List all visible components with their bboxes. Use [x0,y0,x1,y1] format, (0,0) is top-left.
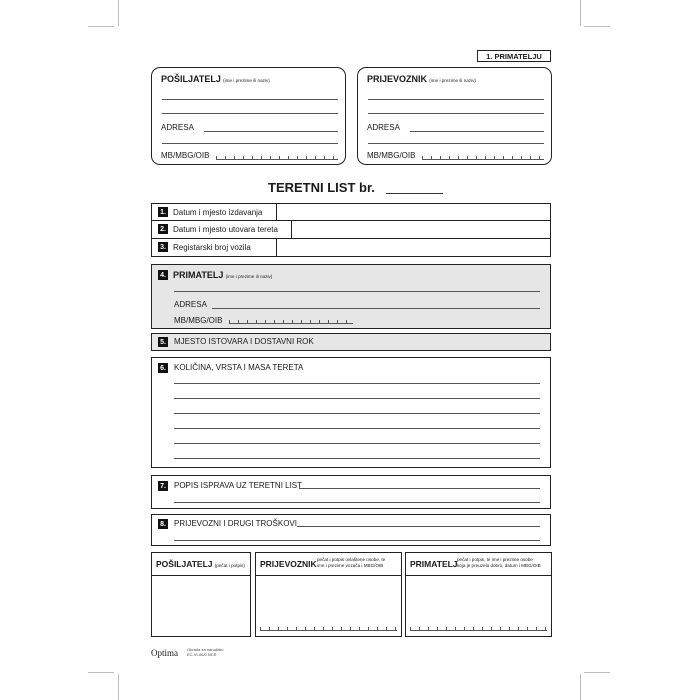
recipient-signature-hint: koja je preuzela dobro, datum i MBG/OIB [457,563,541,568]
carrier-signature-title: PRIJEVOZNIK [260,559,317,569]
row-label: Datum i mjesto izdavanja [173,208,263,217]
footer-note: EC-VI-06/0 NCR [187,652,217,657]
line [256,575,401,576]
rows-table [151,203,551,257]
section-number: 4. [158,270,168,280]
crop-mark [88,26,114,27]
footer-note: Obrada za narudžbu [187,647,224,652]
crop-mark [580,0,581,26]
recipient-id-label: MB/MBG/OIB [174,316,223,325]
line [368,99,544,100]
line [162,143,338,144]
line [162,99,338,100]
section-number: 5. [158,337,168,347]
sender-id-label: MB/MBG/OIB [161,151,210,160]
sender-signature-title: POŠILJATELJ (pečat i potpis) [156,559,245,569]
line [174,540,540,541]
carrier-id-field[interactable] [422,152,544,160]
recipient-id-field[interactable] [229,316,353,324]
line [406,575,551,576]
crop-mark [118,0,119,26]
costs-section [151,514,551,546]
line [368,113,544,114]
line [152,575,250,576]
section-number: 8. [158,519,168,529]
column-divider [291,220,292,238]
carrier-id-field[interactable] [260,623,397,631]
recipient-title: PRIMATELJ (ime i prezime ili naziv) [173,270,273,280]
document-number-field[interactable] [386,193,443,194]
sender-title: POŠILJATELJ (ime i prezime ili naziv) [161,74,270,84]
cargo-section [151,357,551,468]
row-divider [152,238,550,239]
section-label: POPIS ISPRAVA UZ TERETNI LIST [174,481,303,490]
column-divider [276,204,277,220]
section-number: 7. [158,481,168,491]
recipient-address-label: ADRESA [174,300,207,309]
carrier-id-label: MB/MBG/OIB [367,151,416,160]
carrier-signature-hint: pečat i potpis ovlaštene osobe, te [317,557,386,562]
brand-logo: Optima [151,648,178,658]
row-label: Datum i mjesto utovara tereta [173,225,278,234]
copy-tag: 1. PRIMATELJU [477,50,551,62]
line [174,413,540,414]
line [297,526,540,527]
recipient-address-field[interactable] [212,308,540,309]
sender-address-field[interactable] [204,131,338,132]
line [174,383,540,384]
recipient-signature-title: PRIMATELJ [410,559,458,569]
crop-mark [118,674,119,700]
recipient-signature-box [405,552,552,637]
carrier-signature-box [255,552,402,637]
line [299,488,540,489]
section-label: PRIJEVOZNI I DRUGI TROŠKOVI [174,519,297,528]
unloading-section [151,333,551,351]
line [174,443,540,444]
recipient-signature-hint: pečat i potpis, te ime i prezime osobe [457,557,533,562]
recipient-section [151,264,551,329]
carrier-title: PRIJEVOZNIK (ime i prezime ili naziv) [367,74,476,84]
line [174,291,540,292]
crop-mark [584,26,610,27]
line [174,428,540,429]
crop-mark [580,674,581,700]
line [368,143,544,144]
line [174,502,540,503]
crop-mark [88,672,114,673]
sender-signature-box [151,552,251,637]
carrier-signature-hint: ime i prezime vozača i MBG/OIB [317,563,384,568]
crop-mark [584,672,610,673]
sender-box [151,67,346,165]
row-number: 1. [158,207,168,217]
section-label: KOLIČINA, VRSTA I MASA TERETA [174,363,304,372]
carrier-address-label: ADRESA [367,123,400,132]
carrier-box [357,67,552,165]
documents-section [151,475,551,509]
line [174,458,540,459]
row-label: Registarski broj vozila [173,243,251,252]
line [162,113,338,114]
row-number: 3. [158,242,168,252]
section-number: 6. [158,363,168,373]
column-divider [276,238,277,256]
line [174,398,540,399]
carrier-address-field[interactable] [410,131,544,132]
row-divider [152,220,550,221]
row-number: 2. [158,224,168,234]
sender-id-field[interactable] [216,152,338,160]
section-label: MJESTO ISTOVARA I DOSTAVNI ROK [174,337,314,346]
recipient-id-field[interactable] [410,623,547,631]
document-title: TERETNI LIST br. [268,180,375,195]
sender-address-label: ADRESA [161,123,194,132]
